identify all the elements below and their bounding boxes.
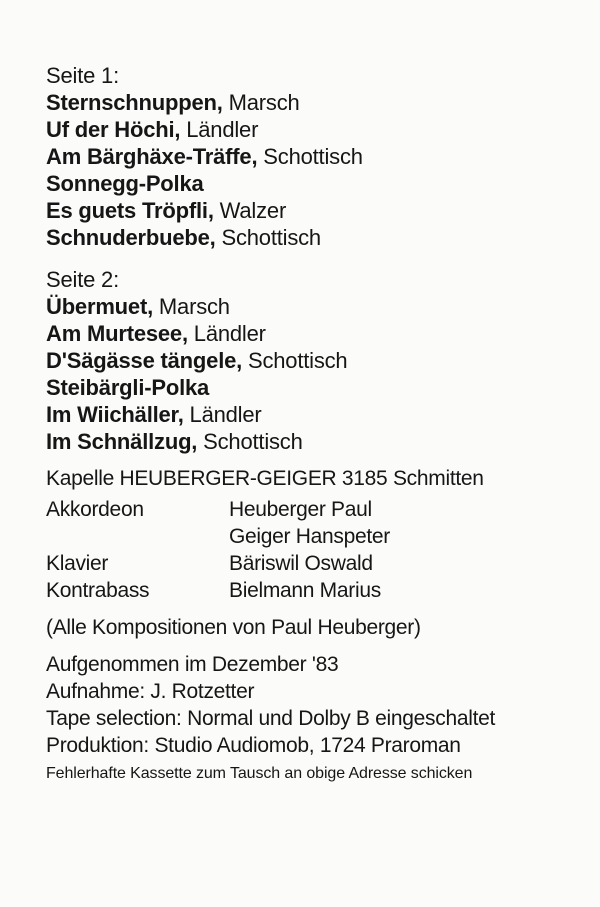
- track-title: Im Wiichäller,: [46, 402, 184, 427]
- musician-name: Heuberger Paul: [229, 498, 372, 521]
- instrument-label: Kontrabass: [46, 579, 150, 602]
- recording-credits: [46, 651, 591, 759]
- recording-date: Aufgenommen im Dezember '83: [46, 653, 339, 676]
- section-spacer: [46, 455, 591, 465]
- musician-name: Bäriswil Oswald: [229, 552, 373, 575]
- side-2-heading: Seite 2:: [46, 267, 120, 292]
- track-list-item: [46, 428, 591, 455]
- track-title: Übermuet,: [46, 294, 153, 319]
- track-genre: Schottisch: [215, 225, 321, 250]
- side-1-heading: Seite 1:: [46, 63, 120, 88]
- compositions-note: (Alle Kompositionen von Paul Heuberger): [46, 616, 421, 639]
- track-list-item: [46, 401, 591, 428]
- track-genre: Ländler: [180, 117, 259, 142]
- track-genre: Marsch: [153, 294, 230, 319]
- lineup-row: [46, 496, 591, 523]
- instrument-label: Akkordeon: [46, 498, 144, 521]
- instrument-label: Klavier: [46, 552, 109, 575]
- track-title: D'Sägässe tängele,: [46, 348, 243, 373]
- track-list-item: [46, 293, 591, 320]
- track-genre: Walzer: [213, 198, 287, 223]
- track-title: Im Schnällzug,: [46, 429, 198, 454]
- instrument-label: [46, 523, 229, 550]
- production-credit: Produktion: Studio Audiomob, 1724 Praroman: [46, 734, 461, 757]
- track-title: Sonnegg-Polka: [46, 171, 204, 196]
- track-genre: Marsch: [222, 90, 300, 115]
- track-title: Am Murtesee,: [46, 321, 188, 346]
- recording-engineer: Aufnahme: J. Rotzetter: [46, 680, 255, 703]
- track-title: Steibärgli-Polka: [46, 375, 210, 400]
- track-genre: Schottisch: [242, 348, 348, 373]
- track-title: Am Bärghäxe-Träffe,: [46, 144, 258, 169]
- side-2-section: [46, 266, 591, 455]
- band-name-line: Kapelle HEUBERGER-GEIGER 3185 Schmitten: [46, 467, 484, 490]
- track-list-item: [46, 170, 591, 197]
- track-genre: Schottisch: [197, 429, 303, 454]
- track-title: Schnuderbuebe,: [46, 225, 216, 250]
- lineup-row: [46, 523, 591, 550]
- musician-name: Geiger Hanspeter: [229, 525, 390, 548]
- track-list-item: [46, 320, 591, 347]
- track-title: Uf der Höchi,: [46, 117, 181, 142]
- defective-cassette-note: Fehlerhafte Kassette zum Tausch an obige Adresse schicken: [46, 765, 473, 782]
- track-list-item: [46, 347, 591, 374]
- track-list-item: [46, 143, 591, 170]
- band-section: [46, 465, 591, 604]
- track-title: Sternschnuppen,: [46, 90, 223, 115]
- section-spacer: [46, 604, 591, 614]
- section-spacer: [46, 251, 591, 266]
- track-genre: Ländler: [187, 321, 266, 346]
- track-list-item: [46, 89, 591, 116]
- track-list-item: [46, 197, 591, 224]
- track-list-item: [46, 224, 591, 251]
- tape-selection: Tape selection: Normal und Dolby B eingeschaltet: [46, 707, 496, 730]
- band-lineup: [46, 496, 591, 604]
- track-title: Es guets Tröpfli,: [46, 198, 214, 223]
- lineup-row: [46, 550, 591, 577]
- lineup-row: [46, 577, 591, 604]
- track-genre: Schottisch: [257, 144, 363, 169]
- track-genre: Ländler: [183, 402, 262, 427]
- track-list-item: [46, 116, 591, 143]
- cassette-insert-card: [46, 62, 591, 785]
- section-spacer: [46, 641, 591, 651]
- track-list-item: [46, 374, 591, 401]
- musician-name: Bielmann Marius: [229, 579, 381, 602]
- side-1-section: [46, 62, 591, 251]
